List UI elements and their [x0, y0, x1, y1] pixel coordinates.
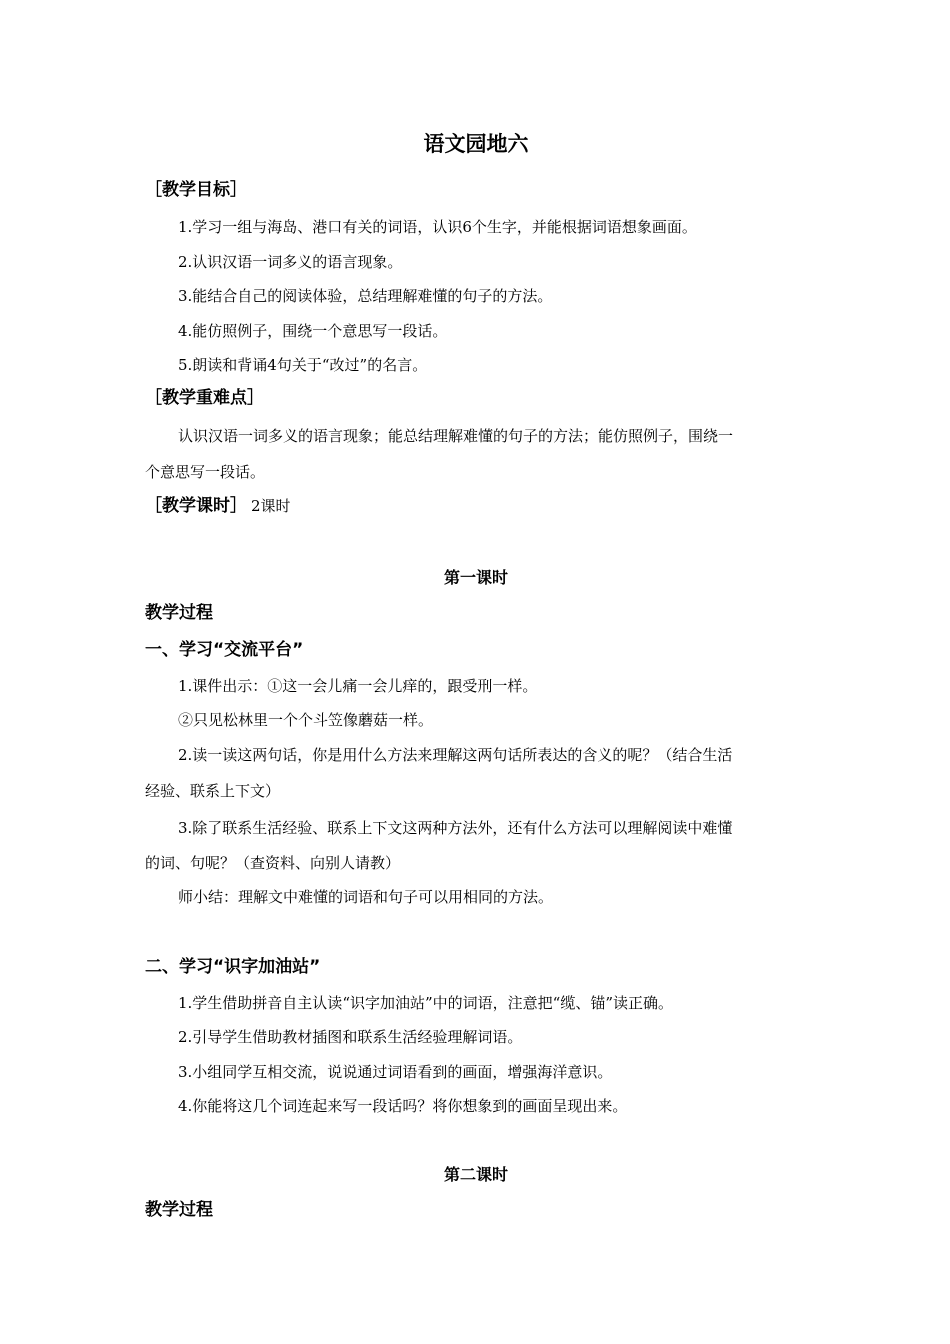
objective-item: 3.能结合自己的阅读体验，总结理解难懂的句子的方法。	[178, 287, 553, 305]
class-hours	[145, 496, 807, 516]
teacher-summary: 师小结：理解文中难懂的词语和句子可以用相同的方法。	[178, 888, 554, 906]
lesson1-title: 第一课时	[443, 568, 508, 587]
section1-line: 1.课件出示：①这一会儿痛一会儿痒的，跟受刑一样。	[178, 677, 538, 695]
section1-line-cont: 经验、联系上下文）	[145, 782, 281, 800]
section1-line: 2.读一读这两句话，你是用什么方法来理解这两句话所表达的含义的呢？（结合生活	[178, 746, 733, 764]
section1-line: 3.除了联系生活经验、联系上下文这两种方法外，还有什么方法可以理解阅读中难懂	[178, 819, 733, 837]
objective-item: 2.认识汉语一词多义的语言现象。	[178, 253, 403, 271]
class-hours-value: 2课时	[251, 497, 291, 515]
section1-line-cont: 的词、句呢？（查资料、向别人请教）	[145, 854, 401, 872]
section2-line: 2.引导学生借助教材插图和联系生活经验理解词语。	[178, 1028, 523, 1046]
class-hours-heading: ［教学课时］	[145, 496, 247, 516]
objective-item: 4.能仿照例子，围绕一个意思写一段话。	[178, 322, 448, 340]
key-points-heading: ［教学重难点］	[145, 388, 264, 408]
lesson1-process-heading: 教学过程	[145, 603, 213, 623]
section1-line: ②只见松林里一个个斗笠像蘑菇一样。	[178, 711, 434, 729]
section2-line: 1.学生借助拼音自主认读“识字加油站”中的词语，注意把“缆、锚”读正确。	[178, 994, 673, 1012]
objectives-heading: ［教学目标］	[145, 180, 247, 200]
key-points-text-cont: 个意思写一段话。	[145, 463, 266, 481]
lesson1-section1-heading: 一、学习“交流平台”	[145, 640, 304, 660]
key-points-text: 认识汉语一词多义的语言现象；能总结理解难懂的句子的方法；能仿照例子，围绕一	[178, 427, 734, 445]
lesson2-title: 第二课时	[443, 1165, 508, 1184]
document-title: 语文园地六	[423, 132, 529, 156]
objective-item: 5.朗读和背诵4句关于“改过”的名言。	[178, 356, 428, 374]
section2-line: 3.小组同学互相交流，说说通过词语看到的画面，增强海洋意识。	[178, 1063, 613, 1081]
objective-item: 1.学习一组与海岛、港口有关的词语，认识6个生字，并能根据词语想象画面。	[178, 218, 697, 236]
lesson1-section2-heading: 二、学习“识字加油站”	[145, 957, 321, 977]
lesson2-process-heading: 教学过程	[145, 1200, 213, 1220]
section2-line: 4.你能将这几个词连起来写一段话吗？将你想象到的画面呈现出来。	[178, 1097, 628, 1115]
